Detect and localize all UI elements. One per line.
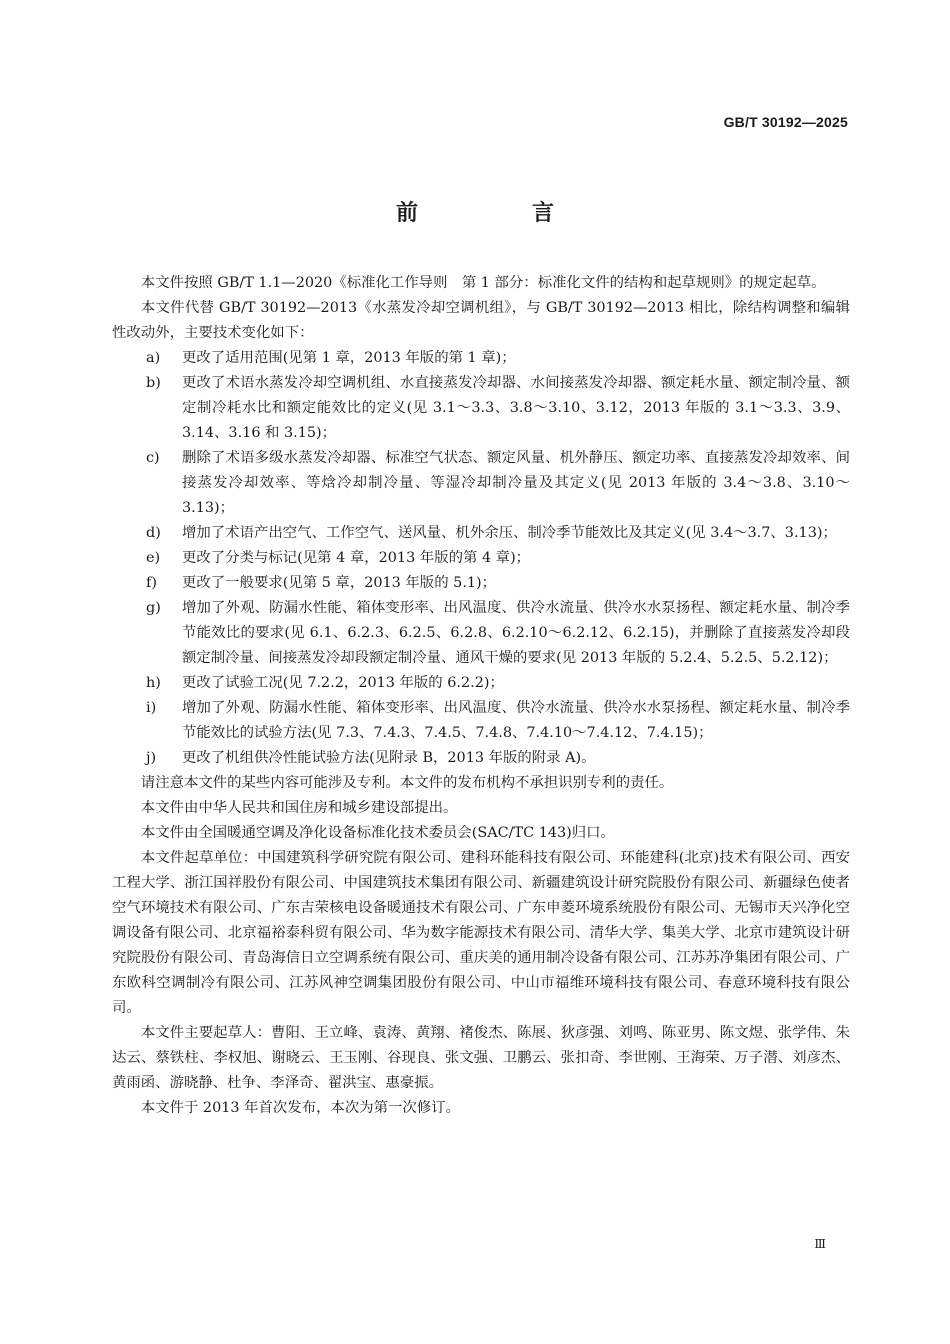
list-item xyxy=(112,521,850,546)
list-item-label: a) xyxy=(146,350,161,366)
list-item-label: e) xyxy=(146,550,161,566)
list-item-text: 更改了适用范围(见第 1 章，2013 年版的第 1 章)； xyxy=(182,350,516,366)
list-item-text: 更改了分类与标记(见第 4 章，2013 年版的第 4 章)； xyxy=(182,550,531,566)
list-item xyxy=(112,671,850,696)
patent-notice: 请注意本文件的某些内容可能涉及专利。本文件的发布机构不承担识别专利的责任。 xyxy=(140,775,674,791)
publication-history: 本文件于 2013 年首次发布，本次为第一次修订。 xyxy=(140,1100,460,1116)
list-item xyxy=(112,571,850,596)
proposer-statement: 本文件由中华人民共和国住房和城乡建设部提出。 xyxy=(140,800,458,816)
list-item-label: h) xyxy=(146,675,161,691)
page-title: 前 言 xyxy=(395,201,600,226)
list-item-text: 增加了外观、防漏水性能、箱体变形率、出风温度、供冷水流量、供冷水水泵扬程、额定耗水量、制冷季节能效比的要求(见 6.1、6.2.3、6.2.5、6.2.8、6.2.10～6.2.12、6.2.15)，并删除了直接蒸发冷却段额定制冷量、间接蒸发冷却段额定制冷量、通风干燥的要求(见 2013 年版的 5.2.4、5.2.5、5.2.12)； xyxy=(182,600,850,666)
list-item-label: b) xyxy=(146,375,161,391)
list-item-label: f) xyxy=(146,575,157,591)
list-item-text: 增加了术语产出空气、工作空气、送风量、机外余压、制冷季节能效比及其定义(见 3.4～3.7、3.13)； xyxy=(182,525,837,541)
changes-list xyxy=(112,346,850,771)
intro-paragraph-replacement: 本文件代替 GB/T 30192—2013《水蒸发冷却空调机组》，与 GB/T 30192—2013 相比，除结构调整和编辑性改动外，主要技术变化如下： xyxy=(112,300,850,341)
list-item xyxy=(112,596,850,671)
list-item-text: 更改了术语水蒸发冷却空调机组、水直接蒸发冷却器、水间接蒸发冷却器、额定耗水量、额定制冷量、额定制冷耗水比和额定能效比的定义(见 3.1～3.3、3.8～3.10、3.12，2013 年版的 3.1～3.3、3.9、3.14、3.16 和 3.15)； xyxy=(182,375,850,441)
list-item-label: i) xyxy=(146,700,157,716)
list-item-label: g) xyxy=(146,600,161,616)
list-item xyxy=(112,546,850,571)
drafters: 本文件主要起草人：曹阳、王立峰、袁涛、黄翔、褚俊杰、陈展、狄彦强、刘鸣、陈亚男、陈文煜、张学伟、朱达云、蔡铁柱、李权旭、谢晓云、王玉刚、谷现良、张文强、卫鹏云、张扣奇、李世刚、王海荣、万子潜、刘彦杰、黄雨函、游晓静、杜争、李泽奇、翟洪宝、惠豪振。 xyxy=(112,1025,850,1091)
list-item-text: 更改了机组供冷性能试验方法(见附录 B，2013 年版的附录 A)。 xyxy=(182,750,596,766)
list-item xyxy=(112,371,850,446)
intro-paragraph-drafting: 本文件按照 GB/T 1.1—2020《标准化工作导则 第 1 部分：标准化文件的结构和起草规则》的规定起草。 xyxy=(140,275,826,291)
list-item-text: 更改了试验工况(见 7.2.2，2013 年版的 6.2.2)； xyxy=(182,675,504,691)
list-item-label: d) xyxy=(146,525,161,541)
list-item xyxy=(112,346,850,371)
list-item xyxy=(112,696,850,746)
list-item-label: c) xyxy=(146,450,160,466)
drafting-units: 本文件起草单位：中国建筑科学研究院有限公司、建科环能科技有限公司、环能建科(北京)技术有限公司、西安工程大学、浙江国祥股份有限公司、中国建筑技术集团有限公司、新疆建筑设计研究院股份有限公司、新疆绿色使者空气环境技术有限公司、广东吉荣核电设备暖通技术有限公司、广东申菱环境系统股份有限公司、无锡市天兴净化空调设备有限公司、北京福裕泰科贸有限公司、华为数字能源技术有限公司、清华大学、集美大学、北京市建筑设计研究院股份有限公司、青岛海信日立空调系统有限公司、重庆美的通用制冷设备有限公司、江苏苏净集团有限公司、广东欧科空调制冷有限公司、江苏风神空调集团股份有限公司、中山市福维环境科技有限公司、春意环境科技有限公司。 xyxy=(112,850,850,1016)
page-number: Ⅲ xyxy=(814,1237,826,1251)
foreword-body xyxy=(112,271,850,1121)
list-item xyxy=(112,746,850,771)
list-item-text: 删除了术语多级水蒸发冷却器、标准空气状态、额定风量、机外静压、额定功率、直接蒸发冷却效率、间接蒸发冷却效率、等焓冷却制冷量、等湿冷却制冷量及其定义(见 2013 年版的 3.4～3.8、3.10～3.13)； xyxy=(182,450,850,516)
document-code: GB/T 30192—2025 xyxy=(723,114,848,130)
list-item xyxy=(112,446,850,521)
list-item-text: 更改了一般要求(见第 5 章，2013 年版的 5.1)； xyxy=(182,575,497,591)
committee-statement: 本文件由全国暖通空调及净化设备标准化技术委员会(SAC/TC 143)归口。 xyxy=(140,825,615,841)
list-item-label: j) xyxy=(146,750,157,766)
list-item-text: 增加了外观、防漏水性能、箱体变形率、出风温度、供冷水流量、供冷水水泵扬程、额定耗水量、制冷季节能效比的试验方法(见 7.3、7.4.3、7.4.5、7.4.8、7.4.10～7.4.12、7.4.15)； xyxy=(182,700,850,741)
